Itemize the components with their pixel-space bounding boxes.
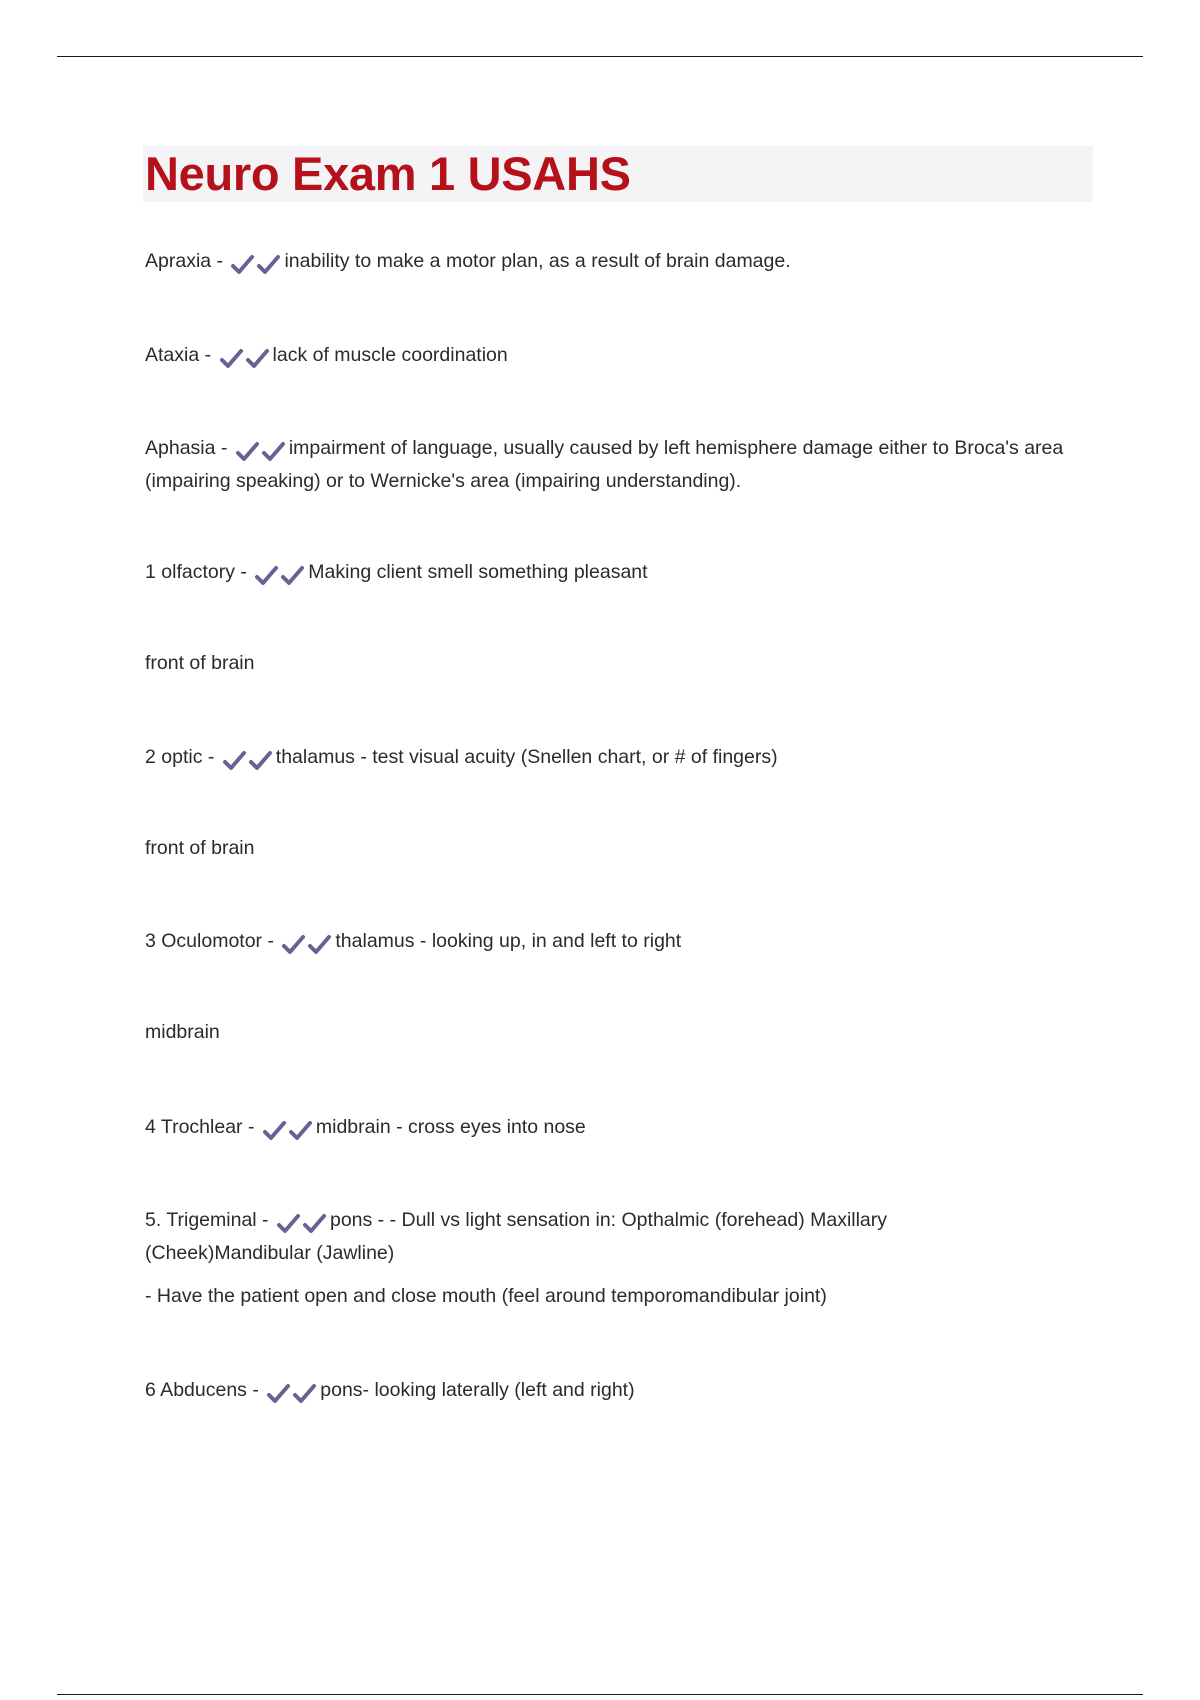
entry-optic [145,742,1090,775]
entry-term: 4 Trochlear - [145,1116,255,1138]
double-check-icon [222,745,274,775]
entry-note: front of brain [145,652,255,674]
entry-term: 3 Oculomotor - [145,930,274,952]
entry-definition: pons - - Dull vs light sensation in: Opthalmic (forehead) Maxillary (Cheek)Mandibular (Jawline) [145,1209,888,1264]
double-check-icon [262,1115,314,1145]
entry-definition: impairment of language, usually caused by left hemisphere damage either to Broca's area (impairing speaking) or to Wernicke's area (impairing understanding). [145,437,1064,492]
double-check-icon [266,1378,318,1408]
double-check-icon [230,249,282,279]
double-check-icon [254,560,306,590]
check-icon [266,1383,292,1405]
check-icon [288,1120,314,1142]
entry-term: 1 olfactory - [145,561,247,583]
entry-aphasia [145,433,1090,496]
entry-term: 2 optic - [145,746,215,768]
entry-trigeminal [145,1205,945,1268]
entry-oculomotor [145,926,1090,959]
document-title: Neuro Exam 1 USAHS [145,147,631,200]
check-icon [262,1120,288,1142]
check-icon [254,565,280,587]
check-icon [280,565,306,587]
double-check-icon [281,929,333,959]
top-rule [57,56,1143,57]
entry-apraxia [145,246,1090,279]
check-icon [292,1383,318,1405]
check-icon [235,441,261,463]
check-icon [222,750,248,772]
entry-term: Apraxia - [145,250,224,272]
entry-olfactory [145,557,1090,590]
entry-definition: inability to make a motor plan, as a result of brain damage. [284,250,791,272]
entry-definition: pons- looking laterally (left and right) [320,1379,635,1401]
entry-definition: midbrain - cross eyes into nose [315,1116,586,1138]
entry-note: - Have the patient open and close mouth (feel around temporomandibular joint) [145,1285,827,1307]
bottom-rule [57,1694,1143,1695]
check-icon [245,348,271,370]
check-icon [281,934,307,956]
entry-note: front of brain [145,837,255,859]
check-icon [261,441,287,463]
check-icon [219,348,245,370]
entry-term: 6 Abducens - [145,1379,259,1401]
check-icon [302,1213,328,1235]
entry-definition: Making client smell something pleasant [308,561,648,583]
entry-term: 5. Trigeminal - [145,1209,269,1231]
double-check-icon [235,436,287,466]
check-icon [307,934,333,956]
entry-definition: thalamus - test visual acuity (Snellen chart, or # of fingers) [275,746,778,768]
check-icon [256,254,282,276]
entry-note: midbrain [145,1021,220,1043]
check-icon [276,1213,302,1235]
entry-ataxia [145,340,1090,373]
entry-term: Ataxia - [145,344,212,366]
entry-definition: thalamus - looking up, in and left to right [335,930,682,952]
entry-definition: lack of muscle coordination [272,344,508,366]
double-check-icon [276,1208,328,1238]
check-icon [230,254,256,276]
entry-term: Aphasia - [145,437,228,459]
entry-trochlear [145,1112,1090,1145]
double-check-icon [219,343,271,373]
check-icon [248,750,274,772]
entry-abducens [145,1375,1090,1408]
